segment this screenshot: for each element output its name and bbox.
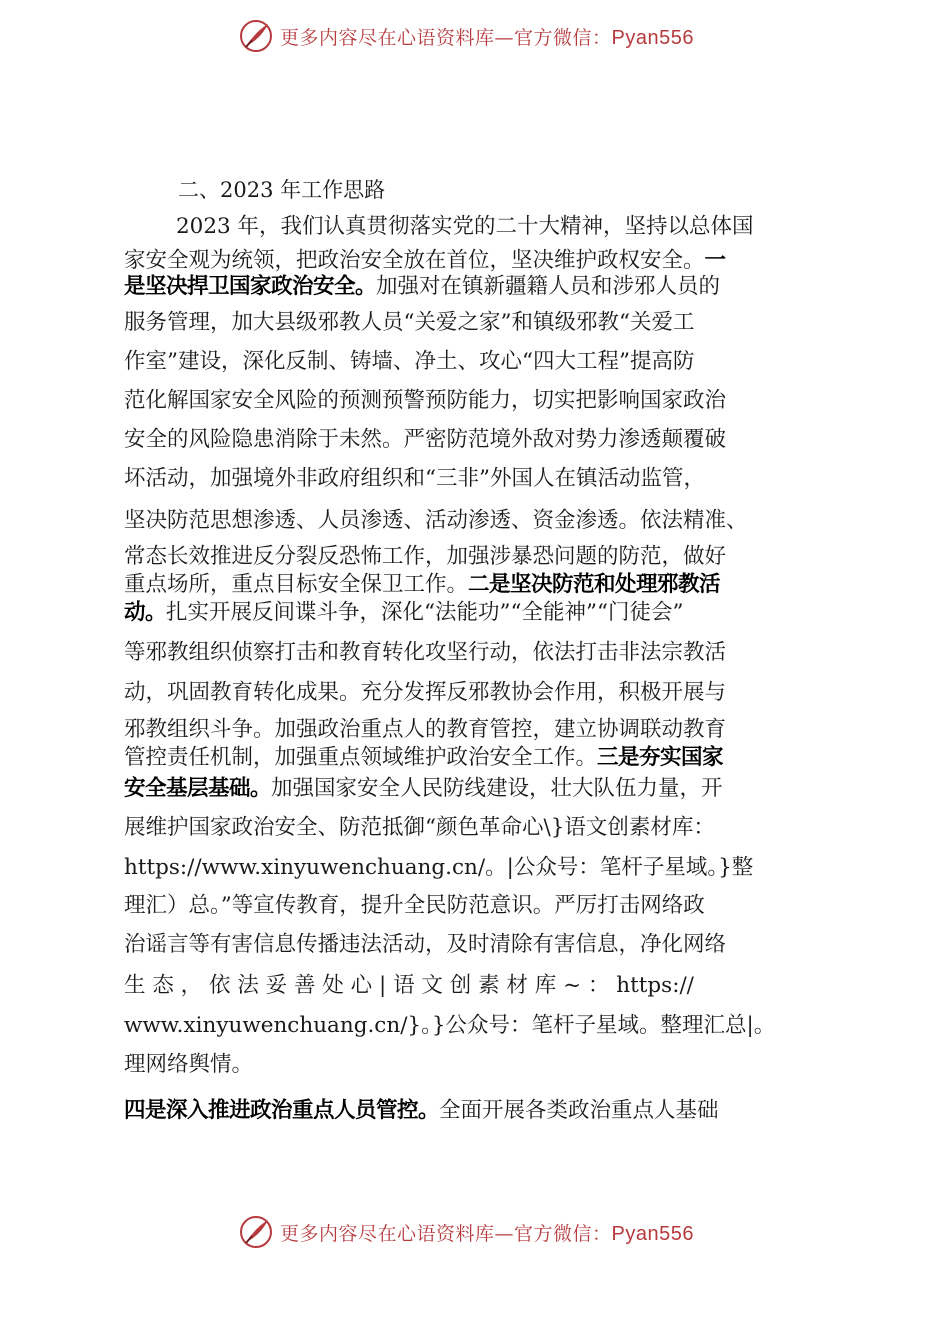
paragraph-line: 服务管理，加大县级邪教人员“关爱之家”和镇级邪教“关爱工 [124,310,695,335]
section-heading: 二、2023 年工作思路 [178,178,386,202]
paragraph-line: 四是深入推进政治重点人员管控。全面开展各类政治重点人基础 [124,1098,719,1123]
paragraph-line: 重点场所，重点目标安全保卫工作。二是坚决防范和处理邪教活 [124,572,721,597]
paragraph-line: 范化解国家安全风险的预测预警预防能力，切实把影响国家政治 [124,388,727,413]
paragraph-line: 邪教组织斗争。加强政治重点人的教育管控，建立协调联动教育 [124,717,727,742]
paragraph-line: 等邪教组织侦察打击和教育转化攻坚行动，依法打击非法宗教活 [124,640,727,665]
paragraph-line: 生 态 ， 依 法 妥 善 处 心 | 语 文 创 素 材 库 ~ ： https:// [124,973,694,998]
paragraph-line: 2023 年，我们认真贯彻落实党的二十大精神，坚持以总体国 [176,214,754,239]
paragraph-line: 常态长效推进反分裂反恐怖工作，加强涉暴恐问题的防范，做好 [124,544,727,569]
paragraph-line: https://www.xinyuwenchuang.cn/。|公众号：笔杆子星域。}整 [124,855,754,880]
footer-banner [238,1212,758,1252]
paragraph-line: 坚决防范思想渗透、人员渗透、活动渗透、资金渗透。依法精准、 [124,508,748,533]
paragraph-line: 治谣言等有害信息传播违法活动，及时清除有害信息，净化网络 [124,932,727,957]
paragraph-line: www.xinyuwenchuang.cn/}。}公众号：笔杆子星域。整理汇总|。 [124,1013,776,1038]
paragraph-line: 作室”建设，深化反制、铸墙、净土、攻心“四大工程”提高防 [124,349,695,374]
quill-logo-icon [238,1214,274,1250]
wechat-id: Pyan556 [611,26,694,49]
paragraph-line: 管控责任机制，加强重点领域维护政治安全工作。三是夯实国家 [124,745,724,770]
paragraph-line: 坏活动，加强境外非政府组织和“三非”外国人在镇活动监管， [124,466,705,491]
paragraph-line: 安全的风险隐患消除于未然。严密防范境外敌对势力渗透颠覆破 [124,427,727,452]
paragraph-line: 是坚决捍卫国家政治安全。加强对在镇新疆籍人员和涉邪人员的 [124,274,721,299]
paragraph-line: 动，巩固教育转化成果。充分发挥反邪教协会作用，积极开展与 [124,680,727,705]
wechat-id: Pyan556 [611,1222,694,1245]
banner-text: 更多内容尽在心语资料库—官方微信：Pyan556 [280,26,694,49]
paragraph-line: 安全基层基础。加强国家安全人民防线建设，壮大队伍力量，开 [124,776,723,801]
header-banner [238,16,758,56]
paragraph-line: 理网络舆情。 [124,1052,254,1077]
banner-text: 更多内容尽在心语资料库—官方微信：Pyan556 [280,1222,694,1245]
paragraph-line: 动。扎实开展反间谍斗争，深化“法能功”“全能神”“门徒会” [124,600,684,625]
paragraph-line: 理汇）总。”等宣传教育，提升全民防范意识。严厉打击网络政 [124,893,705,918]
paragraph-line: 展维护国家政治安全、防范抵御“颜色革命心\}语文创素材库： [124,815,715,840]
quill-logo-icon [238,18,274,54]
paragraph-line: 家安全观为统领，把政治安全放在首位，坚决维护政权安全。一 [124,248,726,273]
